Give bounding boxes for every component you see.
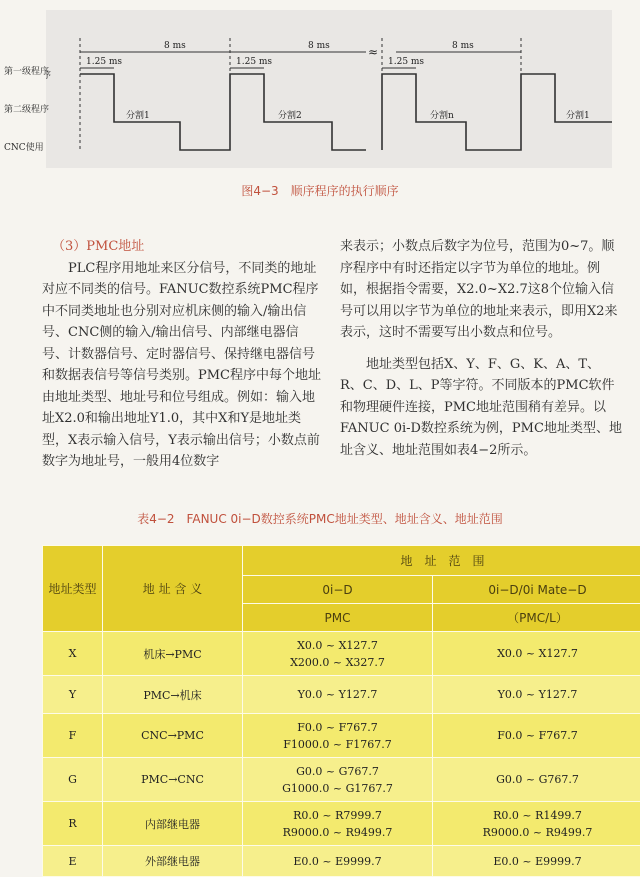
cell-range-2 — [433, 802, 640, 846]
cell-type: E — [43, 846, 103, 877]
table-row — [43, 632, 640, 676]
timing-diagram-svg — [46, 10, 612, 168]
left-paragraph: PLC程序用地址来区分信号，不同类的地址对应不同类的信号。FANUC数控系统PMC程序中不同类地址也分别对应机床侧的输入/输出信号、CNC侧的输入/输出信号、内部继电器信号、计数器信号、定时器信号、保持继电器信号和数据表信号等信号类别。PMC程序中每个地址由地址类型、地址号和位号组成。例如：输入地址X2.0和输出地址Y1.0，其中X和Y是地址类型，X表示输入信号，Y表示输出信号；小数点前数字为地址号，一般用4位数字 — [42, 258, 324, 473]
header-model-2: 0i−D/0i Mate−D — [433, 576, 640, 604]
table-row — [43, 802, 640, 846]
cell-range-1: Y0.0 ~ Y127.7 — [243, 676, 433, 714]
cell-range-2: G0.0 ~ G767.7 — [433, 758, 640, 802]
right-column — [340, 236, 622, 461]
sub-period-label-1: 1.25 ms — [86, 57, 122, 67]
cell-range-1a: G0.0 ~ G767.7 — [243, 763, 432, 780]
sub-period-label-2: 1.25 ms — [236, 57, 272, 67]
cell-range-1a: X0.0 ~ X127.7 — [243, 637, 432, 654]
header-model-1: 0i−D — [243, 576, 433, 604]
table-row — [43, 714, 640, 758]
cell-range-2b: R9000.0 ~ R9499.7 — [433, 824, 640, 841]
cell-range-1b: F1000.0 ~ F1767.7 — [243, 736, 432, 753]
cell-meaning: PMC→机床 — [103, 676, 243, 714]
cell-range-1b: G1000.0 ~ G1767.7 — [243, 780, 432, 797]
period-label-3: 8 ms — [452, 41, 474, 51]
cell-type: X — [43, 632, 103, 676]
table-caption: 表4−2 FANUC 0i−D数控系统PMC地址类型、地址含义、地址范围 — [0, 510, 640, 527]
row-label-1: 序 — [46, 69, 51, 81]
table-row — [43, 758, 640, 802]
cell-meaning: 内部继电器 — [103, 802, 243, 846]
cell-type: Y — [43, 676, 103, 714]
cell-range-2: Y0.0 ~ Y127.7 — [433, 676, 640, 714]
table-row — [43, 676, 640, 714]
section-title: （3）PMC地址 — [52, 236, 324, 258]
cell-type: F — [43, 714, 103, 758]
slice-label-2: 分割2 — [278, 109, 302, 121]
row-label-second: 第二级程序 — [4, 102, 49, 115]
address-table — [42, 545, 640, 877]
header-pmc-1: PMC — [243, 604, 433, 632]
slice-label-3: 分割n — [430, 109, 454, 121]
cell-range-1b: R9000.0 ~ R9499.7 — [243, 824, 432, 841]
table-row — [43, 846, 640, 877]
cell-range-2: F0.0 ~ F767.7 — [433, 714, 640, 758]
cell-range-1a: R0.0 ~ R7999.7 — [243, 807, 432, 824]
row-label-cnc: CNC使用 — [4, 140, 44, 153]
cell-range-1: E0.0 ~ E9999.7 — [243, 846, 433, 877]
cell-type: R — [43, 802, 103, 846]
timing-diagram — [46, 10, 612, 168]
left-column — [42, 236, 324, 473]
cell-range-2a: R0.0 ~ R1499.7 — [433, 807, 640, 824]
header-pmc-2: （PMC/L） — [433, 604, 640, 632]
cell-range-1 — [243, 632, 433, 676]
cell-type: G — [43, 758, 103, 802]
period-label-1: 8 ms — [164, 41, 186, 51]
cell-meaning: 机床→PMC — [103, 632, 243, 676]
cell-range-1b: X200.0 ~ X327.7 — [243, 654, 432, 671]
right-paragraph-1: 来表示；小数点后数字为位号，范围为0~7。顺序程序中有时还指定以字节为单位的地址。例如，根据指令需要，X2.0~X2.7这8个位输入信号可以用以字节为单位的地址来表示，即用X2来表示，这时不需要写出小数点和位号。 — [340, 236, 622, 344]
cell-range-1 — [243, 714, 433, 758]
sub-period-label-3: 1.25 ms — [388, 57, 424, 67]
cell-meaning: 外部继电器 — [103, 846, 243, 877]
header-range: 地 址 范 围 — [243, 546, 640, 576]
cell-range-1a: F0.0 ~ F767.7 — [243, 719, 432, 736]
header-type: 地址类型 — [43, 546, 103, 632]
cell-range-1 — [243, 802, 433, 846]
figure-caption: 图4−3 顺序程序的执行顺序 — [0, 182, 640, 199]
slice-label-4: 分割1 — [566, 109, 590, 121]
slice-label-1: 分割1 — [126, 109, 150, 121]
cell-meaning: PMC→CNC — [103, 758, 243, 802]
right-paragraph-2: 地址类型包括X、Y、F、G、K、A、T、R、C、D、L、P等字符。不同版本的PMC软件和物理硬件连接，PMC地址范围稍有差异。以FANUC 0i-D数控系统为例，PMC地址类型、地址含义、地址范围如表4−2所示。 — [340, 354, 622, 462]
break-mark: ≈ — [368, 45, 378, 59]
cell-range-2: X0.0 ~ X127.7 — [433, 632, 640, 676]
row-label-first: 第一级程序 — [4, 64, 49, 77]
cell-range-2: E0.0 ~ E9999.7 — [433, 846, 640, 877]
cell-meaning: CNC→PMC — [103, 714, 243, 758]
period-label-2: 8 ms — [308, 41, 330, 51]
cell-range-1 — [243, 758, 433, 802]
header-meaning: 地 址 含 义 — [103, 546, 243, 632]
